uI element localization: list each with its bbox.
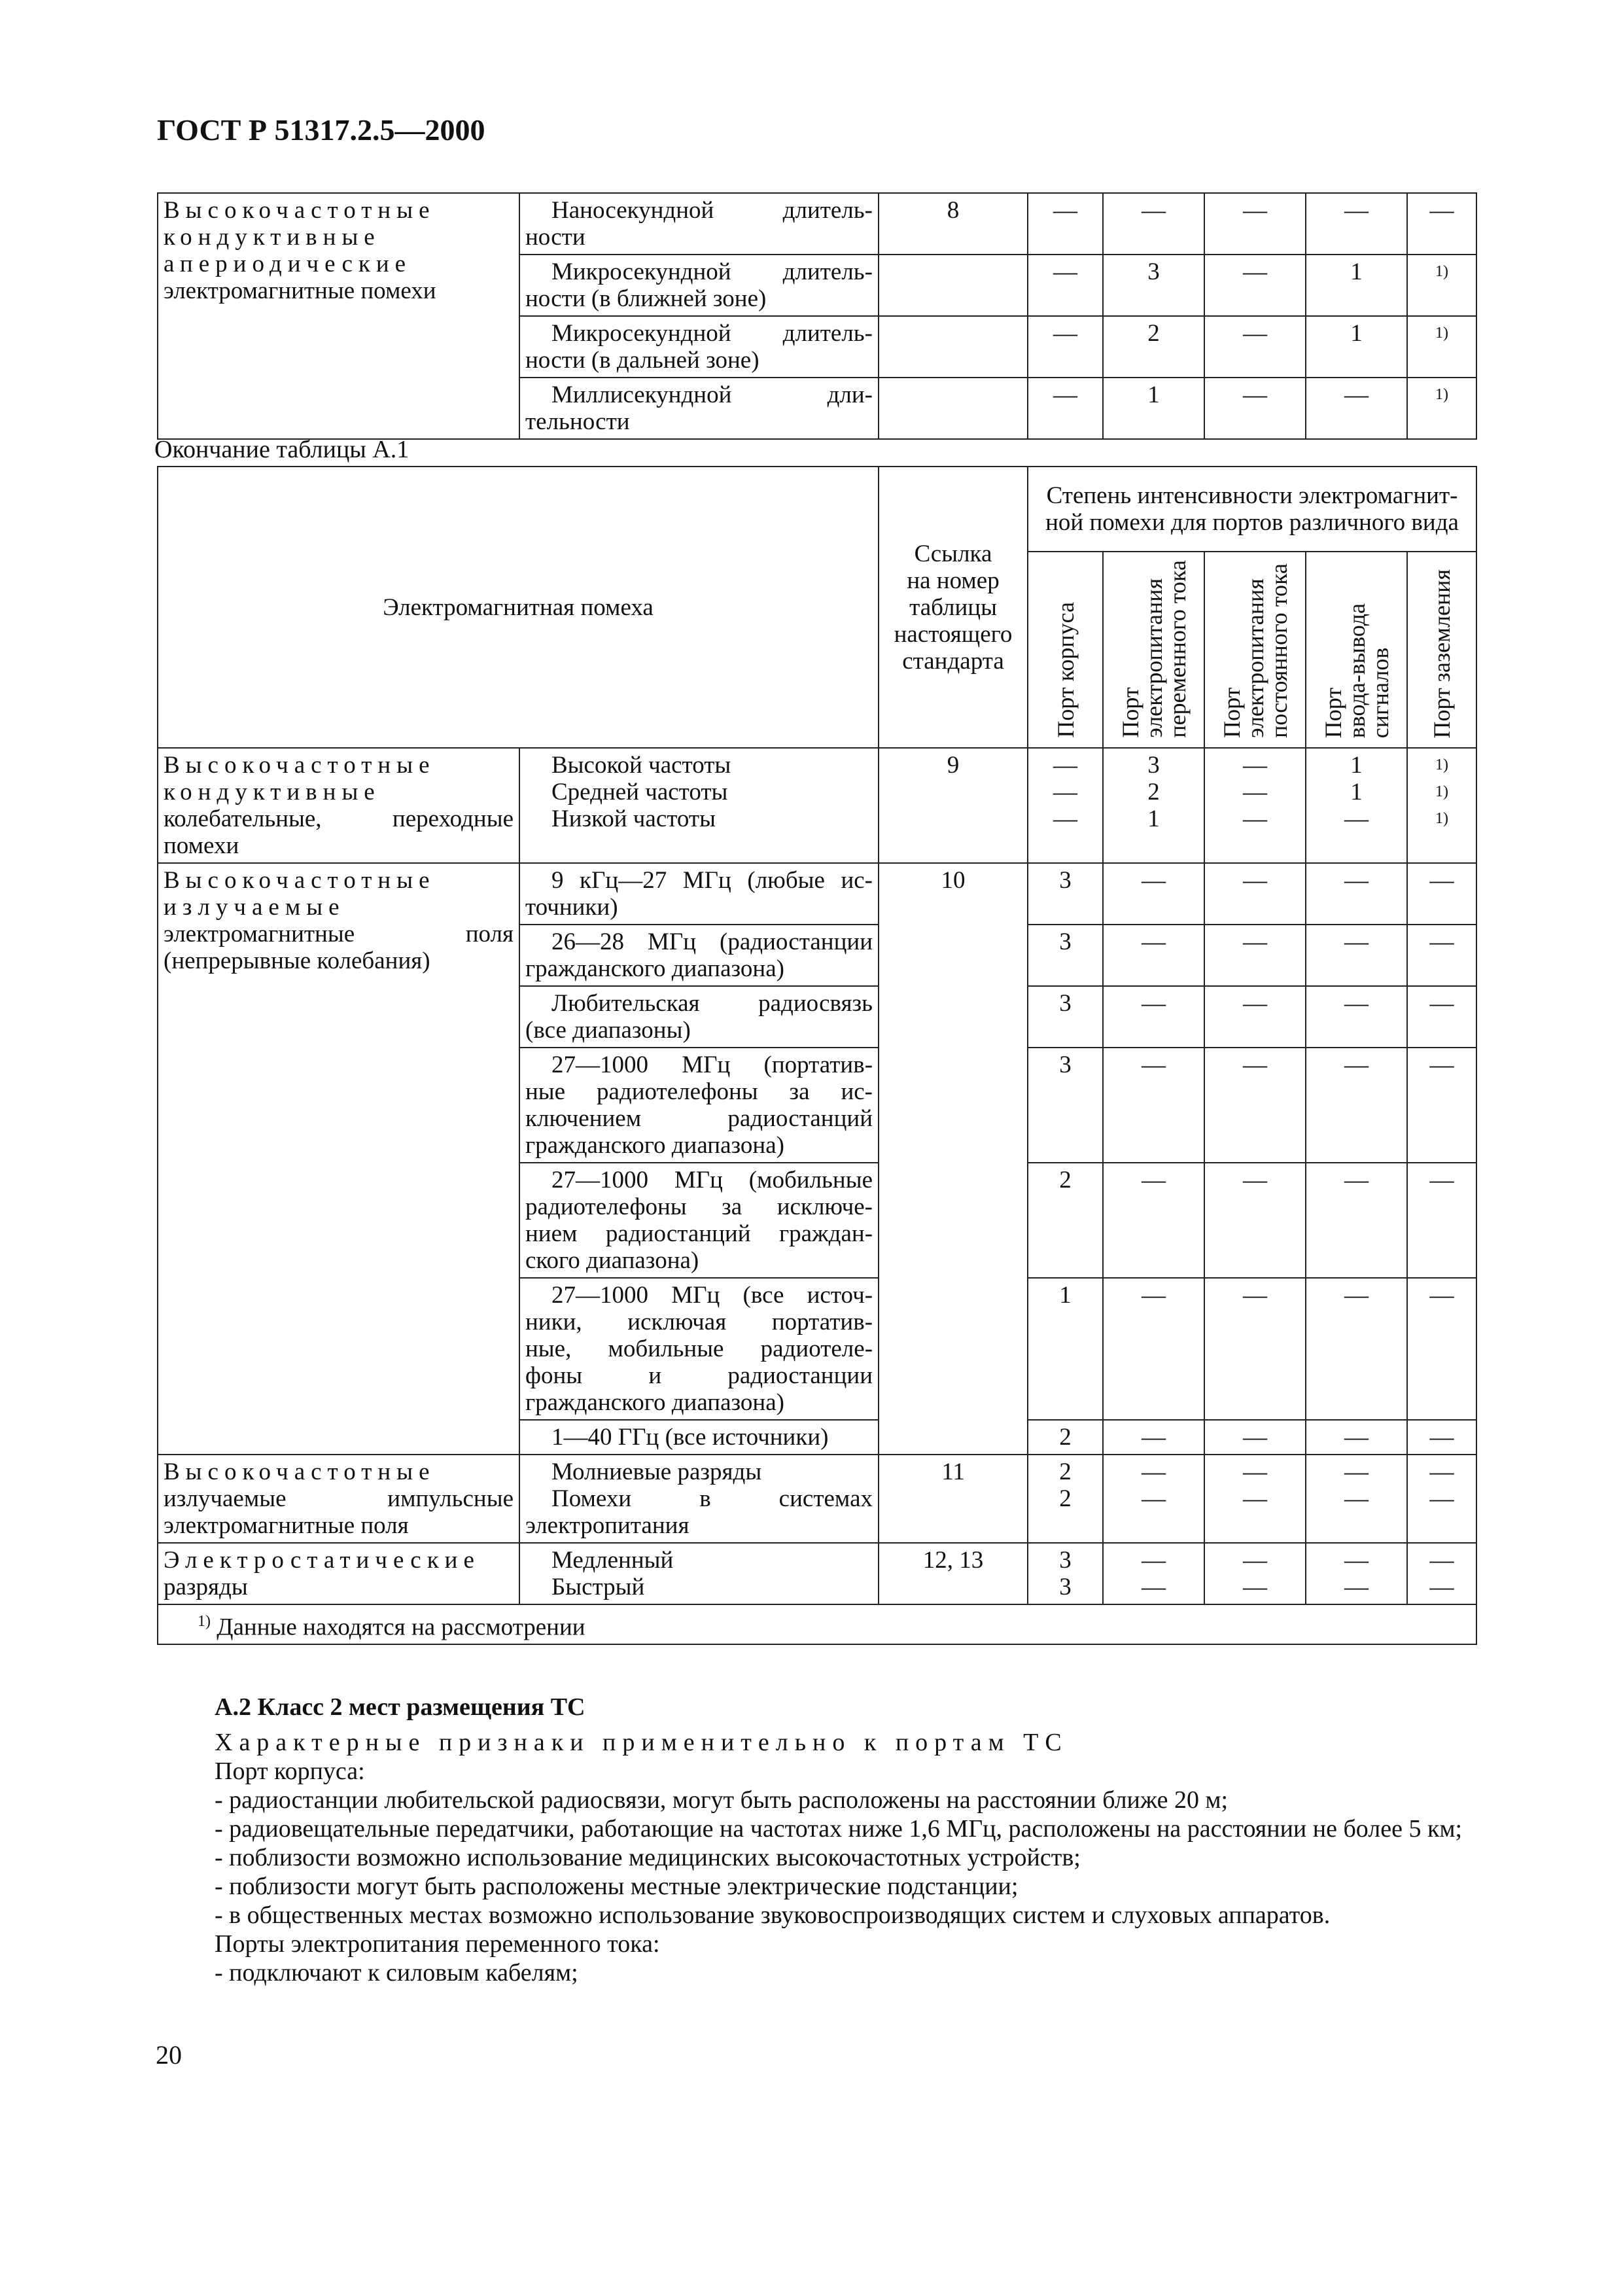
list-item: - поблизости возможно использование медицинских высокочастотных устройств; <box>215 1844 1081 1871</box>
cell-value: — <box>1243 1547 1268 1574</box>
cell-line: Высокочастотные <box>164 752 436 779</box>
cell-value: — <box>1429 1458 1454 1485</box>
value-cell: — <box>1028 255 1103 316</box>
cell-line: Микросекундной длитель- <box>551 258 873 285</box>
value-cell: 1 <box>1306 316 1407 378</box>
reference-cell <box>879 316 1028 378</box>
value-cell: — <box>1103 986 1204 1048</box>
value-cell <box>1204 1455 1306 1543</box>
cell-line: гражданского диапазона) <box>525 1389 784 1416</box>
cell-line: гражданского диапазона) <box>525 955 784 982</box>
table-caption: Окончание таблицы А.1 <box>154 436 410 463</box>
value-cell: 1 <box>1028 1278 1103 1420</box>
table-row <box>158 748 1476 863</box>
value-cell: 1 <box>1306 255 1407 316</box>
cell-line: апериодические <box>164 251 412 277</box>
cell-line: Средней частоты <box>551 779 728 805</box>
port-ac-label: Порты электропитания переменного тока: <box>215 1930 660 1958</box>
value-cell: — <box>1407 986 1476 1048</box>
category-cell <box>158 1543 519 1604</box>
value-cell: — <box>1407 1048 1476 1163</box>
value-cell <box>1306 748 1407 863</box>
value-cell: — <box>1204 925 1306 986</box>
value-cell: 2 <box>1028 1420 1103 1455</box>
value-cell: — <box>1103 1048 1204 1163</box>
value-cell: 2 <box>1103 316 1204 378</box>
cell-line: электромагнитные поля <box>164 921 514 947</box>
value-cell: 3 <box>1028 1048 1103 1163</box>
port-label: Порт заземления <box>1429 569 1456 738</box>
cell-value: 1 <box>1147 805 1160 832</box>
value-cell <box>1407 748 1476 863</box>
subtype-cell <box>519 1420 879 1455</box>
cell-value: — <box>1243 1458 1268 1485</box>
header-degree <box>1028 467 1476 552</box>
cell-value: — <box>1344 1547 1369 1574</box>
cell-line: Быстрый <box>551 1574 645 1600</box>
value-cell: — <box>1028 316 1103 378</box>
cell-line: электромагнитные поля <box>164 1512 409 1539</box>
cell-value: — <box>1053 752 1078 779</box>
cell-value: 3 <box>1147 752 1160 779</box>
subtype-cell <box>519 193 879 255</box>
header-line: стандарта <box>902 647 1004 675</box>
cell-value: 1) <box>1435 783 1449 800</box>
value-cell: — <box>1103 193 1204 255</box>
cell-value: — <box>1429 1574 1454 1600</box>
cell-line: 1—40 ГГц (все источники) <box>551 1424 829 1451</box>
value-cell <box>1028 748 1103 863</box>
subtype-cell <box>519 1163 879 1278</box>
value-cell <box>1103 748 1204 863</box>
cell-line: Высокочастотные <box>164 867 436 894</box>
cell-line: фоны и радиостанции <box>525 1362 873 1389</box>
cell-line: ные радиотелефоны за ис- <box>525 1078 873 1105</box>
table-row <box>158 1455 1476 1543</box>
cell-value: — <box>1142 1485 1166 1512</box>
section-heading: А.2 Класс 2 мест размещения ТС <box>215 1693 585 1721</box>
list-item: - подключают к силовым кабелям; <box>215 1959 578 1987</box>
cell-line: точники) <box>525 894 618 921</box>
cell-line: (непрерывные колебания) <box>164 947 430 974</box>
value-cell: — <box>1103 863 1204 925</box>
cell-line: ключением радиостанций <box>525 1105 873 1132</box>
cell-line: Низкой частоты <box>551 805 716 832</box>
subtype-cell <box>519 1455 879 1543</box>
header-port <box>1204 552 1306 748</box>
value-cell <box>1204 748 1306 863</box>
footnote-row <box>158 1604 1476 1644</box>
value-cell <box>1028 1543 1103 1604</box>
cell-line: Высокой частоты <box>551 752 731 779</box>
cell-value: — <box>1142 1458 1166 1485</box>
reference-cell <box>879 378 1028 439</box>
value-cell <box>1407 1543 1476 1604</box>
cell-line: кондуктивные <box>164 779 381 805</box>
category-cell <box>158 748 519 863</box>
cell-line: радиотелефоны за исключе- <box>525 1193 873 1220</box>
port-label: Порт корпуса <box>1052 602 1079 738</box>
value-cell: — <box>1407 925 1476 986</box>
cell-line: электромагнитные помехи <box>164 277 436 304</box>
category-cell <box>158 863 519 1455</box>
note-cell: 1) <box>1407 378 1476 439</box>
cell-value: 2 <box>1059 1458 1072 1485</box>
cell-value: 1 <box>1350 779 1363 805</box>
cell-line: Высокочастотные <box>164 1458 436 1485</box>
cell-line: 9 кГц—27 МГц (любые ис- <box>551 867 873 894</box>
subtype-cell <box>519 1278 879 1420</box>
cell-line: электропитания <box>525 1512 689 1539</box>
value-cell <box>1407 1455 1476 1543</box>
cell-line: нием радиостанций граждан- <box>525 1220 873 1247</box>
reference-cell <box>879 255 1028 316</box>
list-item: - в общественных местах возможно использование звуковоспроизводящих систем и слуховых аппаратов. <box>215 1901 1331 1929</box>
cell-value: 2 <box>1147 779 1160 805</box>
subtype-cell <box>519 378 879 439</box>
cell-line: кондуктивные <box>164 224 381 251</box>
list-item: - радиовещательные передатчики, работающие на частотах ниже 1,6 МГц, расположены на расстоянии не более 5 км; <box>215 1815 1463 1843</box>
header-port <box>1028 552 1103 748</box>
cell-line: Медленный <box>551 1547 674 1574</box>
cell-value: — <box>1243 805 1268 832</box>
header-port <box>1103 552 1204 748</box>
table-main <box>157 466 1477 1645</box>
subtype-cell <box>519 748 879 863</box>
cell-line: ности (в дальней зоне) <box>525 347 759 374</box>
cell-line: 27—1000 МГц (мобильные <box>551 1167 873 1193</box>
subtype-cell <box>519 316 879 378</box>
cell-line: ности (в ближней зоне) <box>525 285 767 312</box>
value-cell: 1 <box>1103 378 1204 439</box>
cell-line: Любительская радиосвязь <box>551 990 873 1017</box>
cell-line: Высокочастотные <box>164 197 436 224</box>
cell-line: помехи <box>164 832 239 859</box>
cell-value: — <box>1344 805 1369 832</box>
cell-value: — <box>1142 1574 1166 1600</box>
cell-value: 1) <box>1435 756 1449 773</box>
cell-line: излучаемые импульсные <box>164 1485 514 1512</box>
value-cell: — <box>1028 193 1103 255</box>
value-cell: 3 <box>1028 925 1103 986</box>
value-cell: — <box>1306 193 1407 255</box>
subtype-cell <box>519 925 879 986</box>
value-cell: 3 <box>1028 863 1103 925</box>
value-cell: — <box>1407 863 1476 925</box>
cell-line: ности <box>525 224 585 251</box>
cell-line: Миллисекундной дли- <box>551 381 873 408</box>
header-reference <box>879 467 1028 748</box>
value-cell: — <box>1204 1048 1306 1163</box>
value-cell: — <box>1306 378 1407 439</box>
cell-line: Микросекундной длитель- <box>551 320 873 347</box>
table-continuation <box>157 192 1477 440</box>
cell-value: — <box>1243 752 1268 779</box>
header-line: настоящего <box>894 620 1013 648</box>
list-item: - радиостанции любительской радиосвязи, могут быть расположены на расстоянии ближе 20 м; <box>215 1786 1229 1814</box>
cell-line: ского диапазона) <box>525 1247 699 1274</box>
cell-line: 27—1000 МГц (все источ- <box>551 1282 873 1309</box>
cell-value: — <box>1053 805 1078 832</box>
reference-cell: 9 <box>879 748 1028 863</box>
cell-line: Электростатические <box>164 1547 480 1574</box>
note-cell: 1) <box>1407 255 1476 316</box>
value-cell: — <box>1407 1420 1476 1455</box>
subtype-cell <box>519 1543 879 1604</box>
port-label: Порт ввода-вывода сигналов <box>1319 603 1393 738</box>
value-cell: — <box>1204 316 1306 378</box>
value-cell: — <box>1306 986 1407 1048</box>
value-cell: — <box>1204 255 1306 316</box>
reference-cell: 12, 13 <box>879 1543 1028 1604</box>
cell-value: — <box>1344 1574 1369 1600</box>
value-cell <box>1204 1543 1306 1604</box>
cell-value: 3 <box>1059 1574 1072 1600</box>
value-cell: — <box>1204 1420 1306 1455</box>
footnote-mark: 1) <box>198 1613 211 1630</box>
cell-value: 3 <box>1059 1547 1072 1574</box>
value-cell: — <box>1407 1163 1476 1278</box>
subtype-cell <box>519 1048 879 1163</box>
cell-value: — <box>1429 1547 1454 1574</box>
table-row <box>158 863 1476 925</box>
value-cell: — <box>1407 1278 1476 1420</box>
cell-value: — <box>1243 1574 1268 1600</box>
page-header: ГОСТ Р 51317.2.5—2000 <box>157 113 485 147</box>
cell-line: 27—1000 МГц (портатив- <box>551 1051 873 1078</box>
port-label: Порт электропитания переменного тока <box>1117 560 1191 738</box>
value-cell: — <box>1028 378 1103 439</box>
cell-line: Молниевые разряды <box>551 1458 762 1485</box>
value-cell <box>1306 1455 1407 1543</box>
list-item: - поблизости могут быть расположены местные электрические подстанции; <box>215 1873 1019 1900</box>
subtype-cell <box>519 255 879 316</box>
value-cell: — <box>1306 863 1407 925</box>
cell-value: — <box>1243 779 1268 805</box>
reference-cell: 11 <box>879 1455 1028 1543</box>
footnote-cell <box>158 1604 1476 1644</box>
value-cell: — <box>1204 1163 1306 1278</box>
table-row <box>158 193 1476 255</box>
cell-line: ные, мобильные радиотеле- <box>525 1335 873 1362</box>
table-row <box>158 1543 1476 1604</box>
value-cell: — <box>1204 1278 1306 1420</box>
cell-value: — <box>1243 1485 1268 1512</box>
value-cell: — <box>1306 1420 1407 1455</box>
value-cell: 2 <box>1028 1163 1103 1278</box>
value-cell: — <box>1204 863 1306 925</box>
cell-line: колебательные, переходные <box>164 805 514 832</box>
cell-line: Помехи в системах <box>551 1485 873 1512</box>
header-line: Ссылка <box>914 540 992 567</box>
value-cell: — <box>1103 925 1204 986</box>
cell-value: — <box>1344 1458 1369 1485</box>
header-line: на номер <box>907 567 1000 594</box>
value-cell: — <box>1103 1420 1204 1455</box>
header-line: таблицы <box>909 593 997 621</box>
subtype-cell <box>519 986 879 1048</box>
value-cell <box>1028 1455 1103 1543</box>
category-cell <box>158 193 519 439</box>
value-cell: — <box>1204 193 1306 255</box>
note-cell: — <box>1407 193 1476 255</box>
header-line: ной помехи для портов различного вида <box>1045 509 1459 536</box>
cell-line: гражданского диапазона) <box>525 1132 784 1159</box>
reference-cell: 8 <box>879 193 1028 255</box>
cell-line: Наносекундной длитель- <box>551 197 873 224</box>
value-cell: — <box>1306 1278 1407 1420</box>
cell-value: 1) <box>1435 810 1449 827</box>
cell-value: — <box>1142 1547 1166 1574</box>
value-cell: — <box>1103 1278 1204 1420</box>
footnote-text: Данные находятся на рассмотрении <box>217 1614 585 1641</box>
header-port <box>1407 552 1476 748</box>
value-cell: — <box>1204 986 1306 1048</box>
value-cell: 3 <box>1028 986 1103 1048</box>
cell-value: 1 <box>1350 752 1363 779</box>
header-port <box>1306 552 1407 748</box>
category-cell <box>158 1455 519 1543</box>
cell-line: (все диапазоны) <box>525 1017 691 1044</box>
value-cell: — <box>1204 378 1306 439</box>
value-cell: 3 <box>1103 255 1204 316</box>
port-housing-label: Порт корпуса: <box>215 1757 365 1785</box>
note-cell: 1) <box>1407 316 1476 378</box>
cell-value: — <box>1429 1485 1454 1512</box>
header-interference: Электромагнитная помеха <box>158 467 879 748</box>
value-cell: — <box>1306 1163 1407 1278</box>
page-number: 20 <box>156 2040 182 2070</box>
value-cell <box>1103 1455 1204 1543</box>
subtype-cell <box>519 863 879 925</box>
value-cell: — <box>1306 1048 1407 1163</box>
value-cell: — <box>1306 925 1407 986</box>
header-line: Степень интенсивности электромагнит- <box>1046 482 1458 509</box>
value-cell: — <box>1103 1163 1204 1278</box>
cell-value: — <box>1053 779 1078 805</box>
cell-line: излучаемые <box>164 894 345 921</box>
cell-value: — <box>1344 1485 1369 1512</box>
cell-line: 26—28 МГц (радиостанции <box>551 928 873 955</box>
cell-line: тельности <box>525 408 630 435</box>
reference-cell: 10 <box>879 863 1028 1455</box>
cell-line: разряды <box>164 1574 248 1600</box>
section-a2 <box>157 1693 1476 1987</box>
cell-value: 2 <box>1059 1485 1072 1512</box>
value-cell <box>1103 1543 1204 1604</box>
section-subheading: Характерные признаки применительно к портам ТС <box>215 1729 1068 1756</box>
port-label: Порт электропитания постоянного тока <box>1218 563 1292 738</box>
value-cell <box>1306 1543 1407 1604</box>
cell-line: ники, исключая портатив- <box>525 1309 873 1335</box>
